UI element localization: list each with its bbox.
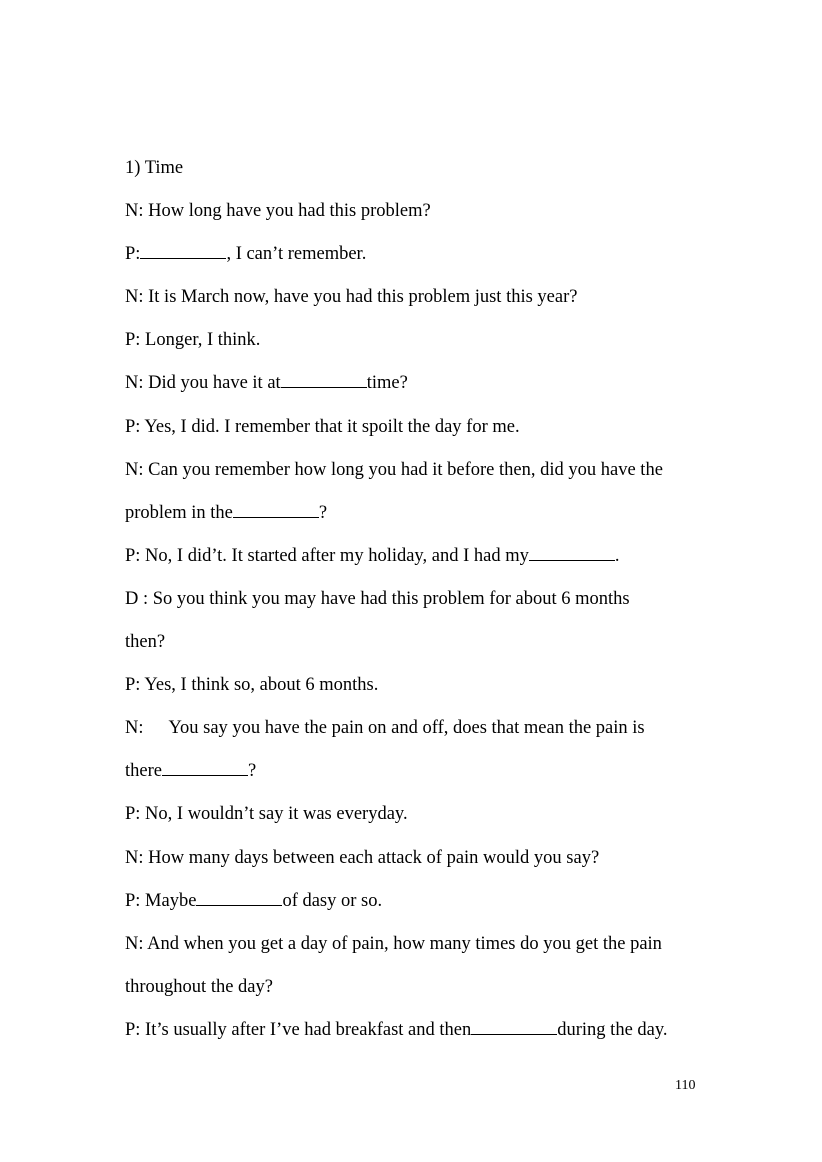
dialogue-text: N: Can you remember how long you had it before then, did you have the	[125, 459, 663, 480]
dialogue-text: N:	[125, 718, 144, 739]
fill-in-blank[interactable]	[529, 546, 615, 561]
dialogue-line	[125, 362, 705, 405]
dialogue-line	[125, 578, 705, 621]
dialogue-text: there	[125, 761, 162, 782]
fill-in-blank[interactable]	[140, 244, 226, 259]
dialogue-text: P: Longer, I think.	[125, 330, 261, 351]
dialogue-text: P: Maybe	[125, 890, 197, 911]
dialogue-text: throughout the day?	[125, 976, 273, 997]
dialogue-text: N: And when you get a day of pain, how many times do you get the pain	[125, 933, 662, 954]
dialogue-text: ?	[247, 761, 257, 782]
dialogue-line	[125, 837, 705, 880]
dialogue-text: of dasy or so.	[282, 890, 383, 911]
dialogue-text: then?	[125, 632, 166, 653]
dialogue-line	[125, 793, 705, 836]
dialogue-line	[125, 276, 705, 319]
dialogue-line	[125, 880, 705, 923]
dialogue-line	[125, 966, 705, 1009]
fill-in-blank[interactable]	[162, 761, 248, 776]
dialogue-text: P: Yes, I did. I remember that it spoilt the day for me.	[125, 416, 520, 437]
dialogue-line	[125, 707, 705, 750]
dialogue-text: time?	[366, 373, 408, 394]
dialogue-line	[125, 923, 705, 966]
dialogue-text: D : So you think you may have had this problem for about 6 months	[125, 588, 630, 609]
dialogue-line	[125, 664, 705, 707]
dialogue-line	[125, 621, 705, 664]
dialogue-line	[125, 233, 705, 276]
dialogue-line	[125, 319, 705, 362]
fill-in-blank[interactable]	[233, 503, 319, 518]
dialogue-line	[125, 492, 705, 535]
section-heading: 1) Time	[125, 158, 184, 178]
dialogue-line	[125, 406, 705, 449]
dialogue-text: ?	[318, 502, 328, 523]
dialogue-text: N: It is March now, have you had this problem just this year?	[125, 287, 578, 308]
dialogue-line	[125, 535, 705, 578]
dialogue-text: .	[614, 545, 620, 566]
dialogue-line	[125, 1009, 705, 1052]
dialogue-line	[125, 190, 705, 233]
dialogue-text: problem in the	[125, 502, 233, 523]
dialogue-text: P: Yes, I think so, about 6 months.	[125, 675, 379, 696]
dialogue-line	[125, 449, 705, 492]
dialogue-content	[125, 147, 705, 1052]
fill-in-blank[interactable]	[196, 891, 282, 906]
dialogue-text: N: How many days between each attack of pain would you say?	[125, 847, 600, 868]
dialogue-text: P: No, I did’t. It started after my holiday, and I had my	[125, 545, 529, 566]
dialogue-text: during the day.	[557, 1019, 668, 1040]
dialogue-text: N: How long have you had this problem?	[125, 201, 431, 222]
page-number: 110	[675, 1078, 696, 1093]
fill-in-blank[interactable]	[471, 1020, 557, 1035]
dialogue-text: N: Did you have it at	[125, 373, 281, 394]
fill-in-blank[interactable]	[281, 373, 367, 388]
dialogue-text: P: No, I wouldn’t say it was everyday.	[125, 804, 408, 825]
dialogue-lines	[125, 190, 705, 1052]
dialogue-text: P: It’s usually after I’ve had breakfast and then	[125, 1019, 472, 1040]
dialogue-text: P:	[125, 244, 141, 265]
dialogue-text: You say you have the pain on and off, does that mean the pain is	[168, 718, 645, 739]
dialogue-line	[125, 750, 705, 793]
dialogue-text: , I can’t remember.	[226, 244, 367, 265]
